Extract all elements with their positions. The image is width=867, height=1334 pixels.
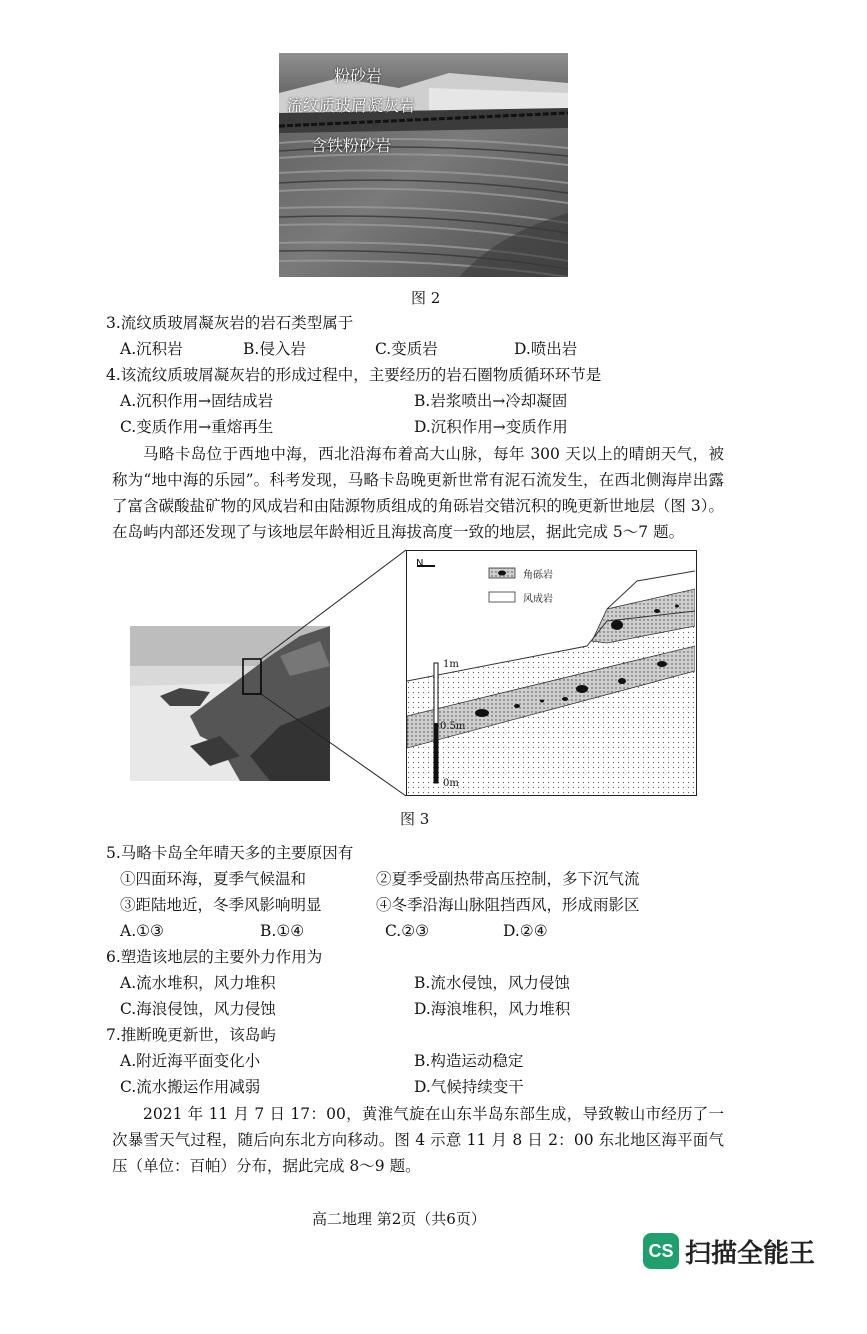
q6-option-b: B.流水侵蚀，风力侵蚀 bbox=[414, 974, 570, 992]
q3-option-b: B.侵入岩 bbox=[243, 340, 306, 358]
scale-1m: 1m bbox=[443, 659, 459, 670]
strata-diagram bbox=[406, 550, 697, 796]
q5-statement-4: ④冬季沿海山脉阻挡西风，形成雨影区 bbox=[376, 896, 640, 914]
q7-option-c: C.流水搬运作用减弱 bbox=[120, 1078, 261, 1096]
q4-stem: 4.该流纹质玻屑凝灰岩的形成过程中，主要经历的岩石圈物质循环环节是 bbox=[106, 366, 602, 384]
page-footer: 高二地理 第2页（共6页） bbox=[312, 1210, 486, 1228]
figure-3-caption: 图 3 bbox=[400, 810, 430, 828]
q5-statement-3: ③距陆地近，冬季风影响明显 bbox=[120, 896, 322, 914]
passage-majorca-text: 马略卡岛位于西地中海，西北沿海布着高大山脉，每年 300 天以上的晴朗天气，被称为“地中海的乐园”。科考发现，马略卡岛晚更新世常有泥石流发生，在西北侧海岸出露了富含碳酸盐矿物的风成岩和由陆源物质组成的角砾岩交错沉积的晚更新世地层（图 3）。在岛屿内部还发现了与该地层年龄相近且海拔高度一致的地层，据此完成 5～7 题。 bbox=[112, 445, 724, 541]
q5-option-d: D.②④ bbox=[503, 922, 548, 940]
q7-option-b: B.构造运动稳定 bbox=[414, 1052, 524, 1070]
legend-breccia: 角砾岩 bbox=[523, 570, 553, 581]
q6-option-a: A.流水堆积，风力堆积 bbox=[120, 974, 276, 992]
q4-option-d: D.沉积作用→变质作用 bbox=[414, 418, 568, 436]
q5-statement-2: ②夏季受副热带高压控制，多下沉气流 bbox=[376, 870, 640, 888]
camscanner-logo-badge bbox=[643, 1233, 679, 1269]
camscanner-text: 扫描全能王 bbox=[685, 1238, 816, 1269]
q7-option-a: A.附近海平面变化小 bbox=[120, 1052, 261, 1070]
q3-option-d: D.喷出岩 bbox=[514, 340, 578, 358]
passage-cyclone bbox=[112, 1101, 724, 1179]
camscanner-watermark bbox=[643, 1229, 815, 1273]
label-siltstone: 粉砂岩 bbox=[334, 66, 383, 85]
camscanner-badge-text: CS bbox=[648, 1240, 674, 1261]
q3-option-a: A.沉积岩 bbox=[120, 340, 183, 358]
q5-statement-1: ①四面环海，夏季气候温和 bbox=[120, 870, 307, 888]
q5-option-a: A.①③ bbox=[120, 922, 164, 940]
q4-option-a: A.沉积作用→固结成岩 bbox=[120, 392, 274, 410]
q5-stem: 5.马略卡岛全年晴天多的主要原因有 bbox=[106, 844, 354, 862]
scale-0m: 0m bbox=[443, 778, 459, 789]
q3-stem: 3.流纹质玻屑凝灰岩的岩石类型属于 bbox=[106, 314, 354, 332]
scale-half-m: 0.5m bbox=[440, 721, 466, 732]
q7-option-d: D.气候持续变干 bbox=[414, 1078, 524, 1096]
q5-option-b: B.①④ bbox=[260, 922, 305, 940]
passage-cyclone-text: 2021 年 11 月 7 日 17：00，黄淮气旋在山东半岛东部生成，导致鞍山市经历了一次暴雪天气过程，随后向东北方向移动。图 4 示意 11 月 8 日 2：00 东北地区海平面气压（单位：百帕）分布，据此完成 8～9 题。 bbox=[112, 1105, 724, 1175]
q4-option-c: C.变质作用→重熔再生 bbox=[120, 418, 274, 436]
q5-option-c: C.②③ bbox=[385, 922, 430, 940]
q3-option-c: C.变质岩 bbox=[375, 340, 438, 358]
q6-option-c: C.海浪侵蚀，风力侵蚀 bbox=[120, 1000, 276, 1018]
q4-option-b: B.岩浆喷出→冷却凝固 bbox=[414, 392, 568, 410]
legend-eolianite: 风成岩 bbox=[523, 594, 553, 605]
q6-stem: 6.塑造该地层的主要外力作用为 bbox=[106, 948, 323, 966]
strata-section-svg bbox=[407, 551, 695, 794]
figure-2-caption: 图 2 bbox=[411, 289, 441, 307]
q6-option-d: D.海浪堆积，风力堆积 bbox=[414, 1000, 571, 1018]
north-arrow-label: N bbox=[416, 558, 424, 569]
label-iron-siltstone: 含铁粉砂岩 bbox=[311, 136, 392, 155]
label-tuff: 流纹质玻屑凝灰岩 bbox=[287, 96, 416, 115]
q7-stem: 7.推断晚更新世，该岛屿 bbox=[106, 1026, 276, 1044]
